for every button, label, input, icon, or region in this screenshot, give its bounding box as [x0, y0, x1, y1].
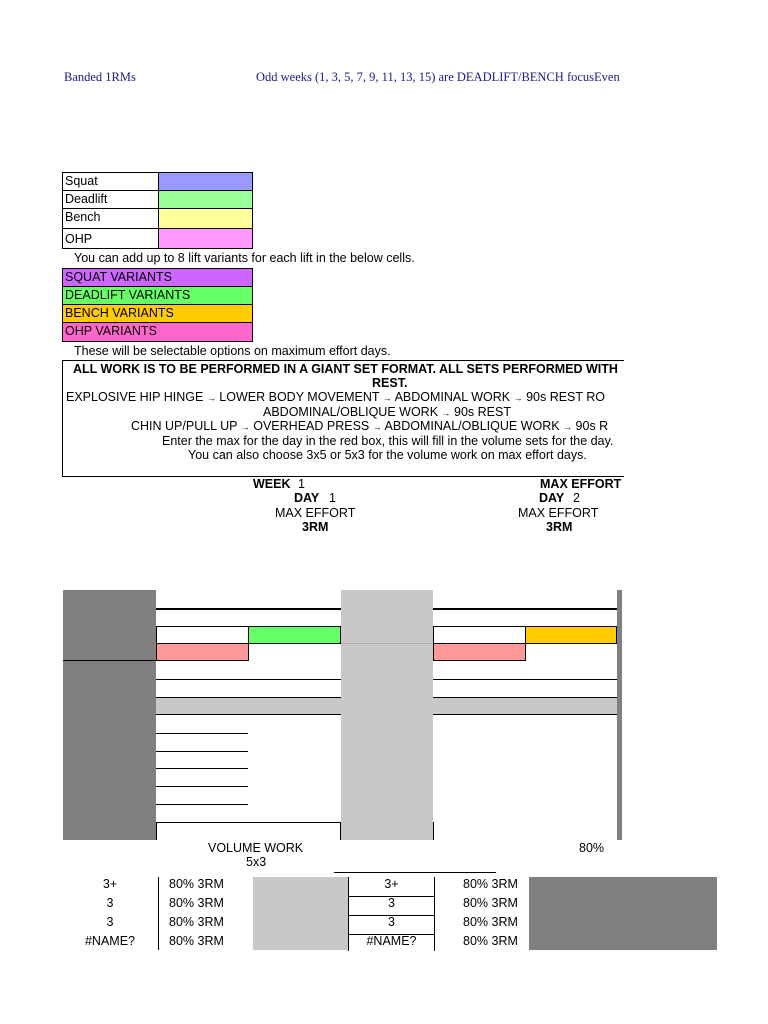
arrow-icon: → [382, 393, 392, 403]
volume-scheme[interactable]: 5x3 [246, 855, 267, 869]
table-row-reps: #NAME? [84, 934, 136, 948]
cell-border [156, 822, 157, 840]
deadlift-variants-cell[interactable]: DEADLIFT VARIANTS [62, 286, 253, 305]
arrow-icon: → [372, 422, 382, 432]
row-line [156, 751, 248, 752]
left-dark-column [63, 590, 156, 840]
right-table-dark-block [529, 877, 717, 950]
table-row-reps: 3 [106, 896, 114, 910]
day1-type: MAX EFFORT [275, 506, 356, 520]
arrow-icon: → [513, 393, 523, 403]
instructions-line4: ABDOMINAL/OBLIQUE WORK → 90s REST [263, 405, 511, 419]
row-line [156, 768, 248, 769]
arrow-icon: → [240, 422, 250, 432]
lift-select-cell-day2[interactable] [433, 626, 526, 644]
row-line [334, 872, 496, 873]
table-divider [158, 877, 159, 950]
gray-band [156, 698, 341, 714]
table-row-pct: 80% 3RM [169, 915, 224, 929]
cell-border [340, 822, 341, 840]
day2-number: 2 [573, 491, 580, 505]
banded-1rms-note: Banded 1RMs [64, 70, 136, 84]
legend-label-squat: Squat [62, 172, 159, 191]
max-input-red-box[interactable] [156, 643, 249, 661]
day1-number: 1 [329, 491, 336, 505]
middle-column-divider [341, 643, 433, 644]
row-line [433, 608, 617, 610]
table-row-pct: 80% 3RM [463, 934, 518, 948]
instructions-line3: EXPLOSIVE HIP HINGE → LOWER BODY MOVEMENT → ABDOMINAL WORK → 90s REST RO [66, 390, 606, 404]
gray-band-day2 [433, 698, 617, 714]
table-row-pct: 80% 3RM [463, 896, 518, 910]
table-row-pct: 80% 3RM [463, 915, 518, 929]
cell-border [433, 822, 434, 840]
legend-label-deadlift: Deadlift [62, 190, 159, 209]
week-header: WEEK [253, 477, 291, 491]
instructions-line2: REST. [372, 376, 408, 390]
day2-top-label: MAX EFFORT [540, 477, 622, 491]
table-row-pct: 80% 3RM [169, 934, 224, 948]
table-row-pct: 80% 3RM [169, 877, 224, 891]
lift-select-cell[interactable] [156, 626, 249, 644]
instructions-line6: Enter the max for the day in the red box, this will fill in the volume sets for the day. [162, 434, 614, 448]
day1-label: DAY [294, 491, 320, 505]
day2-label: DAY [539, 491, 565, 505]
legend-label-bench: Bench [62, 208, 159, 229]
row-line [156, 786, 248, 787]
row-line [156, 679, 341, 680]
row-line [433, 679, 617, 680]
selectable-note: These will be selectable options on maximum effort days. [74, 344, 391, 358]
squat-variants-cell[interactable]: SQUAT VARIANTS [62, 268, 253, 287]
right-edge-column [617, 590, 622, 840]
legend-swatch-bench [158, 208, 253, 229]
row-line [156, 804, 248, 805]
instructions-line5: CHIN UP/PULL UP → OVERHEAD PRESS → ABDOMINAL/OBLIQUE WORK → 90s R [131, 419, 609, 433]
row-line [156, 608, 341, 610]
table-row-reps: 3 [388, 896, 395, 910]
day2-rm: 3RM [546, 520, 573, 534]
arrow-icon: → [441, 408, 451, 418]
instructions-line7: You can also choose 3x5 or 5x3 for the volume work on max effort days. [188, 448, 587, 462]
day1-rm: 3RM [302, 520, 329, 534]
row-line [156, 822, 341, 823]
variants-note: You can add up to 8 lift variants for each lift in the below cells. [74, 251, 415, 265]
table-row-pct: 80% 3RM [463, 877, 518, 891]
volume-pct-day2: 80% [579, 841, 605, 855]
max-input-red-box-day2[interactable] [433, 643, 526, 661]
volume-work-label: VOLUME WORK [208, 841, 304, 855]
day2-type: MAX EFFORT [518, 506, 599, 520]
table-row-pct: 80% 3RM [169, 896, 224, 910]
row-line [433, 714, 617, 715]
ohp-variants-cell[interactable]: OHP VARIANTS [62, 322, 253, 342]
odd-weeks-note: Odd weeks (1, 3, 5, 7, 9, 11, 13, 15) are DEADLIFT/BENCH focusEven [256, 70, 620, 84]
legend-swatch-squat [158, 172, 253, 191]
week-number[interactable]: 1 [298, 477, 305, 491]
bench-lift-cell[interactable] [525, 626, 617, 644]
middle-gray-column [341, 590, 433, 840]
left-table-gray-block [253, 877, 348, 950]
left-column-divider [63, 660, 156, 661]
table-row-reps: 3+ [384, 877, 399, 891]
table-row-reps: 3+ [102, 877, 118, 891]
instructions-line1: ALL WORK IS TO BE PERFORMED IN A GIANT SET FORMAT. ALL SETS PERFORMED WITH [73, 362, 618, 376]
table-row-reps: 3 [106, 915, 114, 929]
bench-variants-cell[interactable]: BENCH VARIANTS [62, 304, 253, 323]
table-row-reps: #NAME? [366, 934, 417, 948]
row-line [156, 714, 341, 715]
table-row-reps: 3 [388, 915, 395, 929]
row-line [156, 733, 248, 734]
legend-swatch-deadlift [158, 190, 253, 209]
arrow-icon: → [563, 422, 573, 432]
legend-swatch-ohp [158, 228, 253, 249]
arrow-icon: → [206, 393, 216, 403]
deadlift-lift-cell[interactable] [248, 626, 341, 644]
legend-label-ohp: OHP [62, 228, 159, 249]
